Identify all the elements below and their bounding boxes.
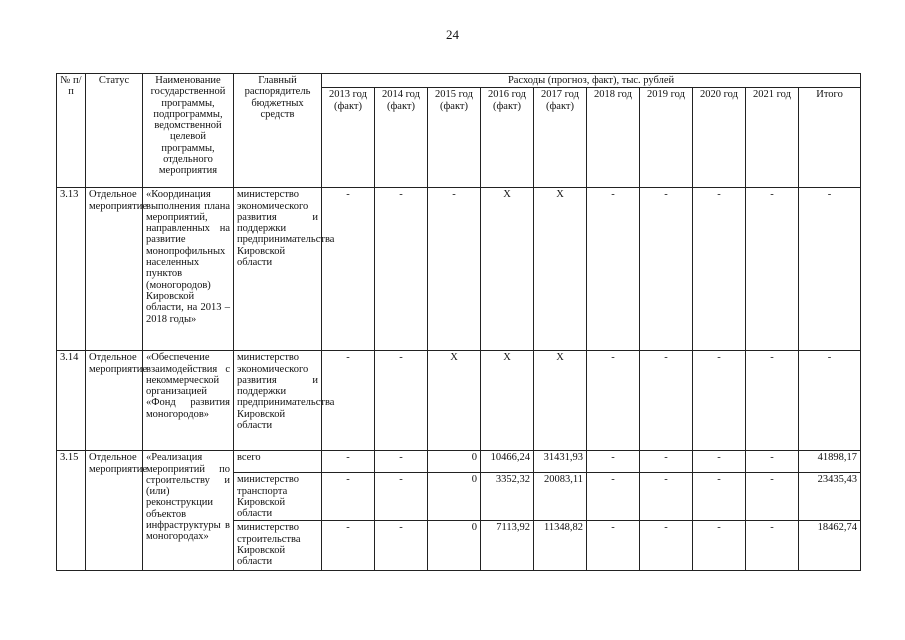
row-executor: министерство экономического развития и поддержки предпринимательства Кировской области (234, 351, 322, 451)
value-cell: 0 (428, 473, 481, 521)
value-cell: - (587, 521, 640, 571)
total-cell: - (799, 188, 861, 351)
value-cell: 10466,24 (481, 451, 534, 473)
header-no: № п/п (57, 74, 86, 188)
value-cell: - (693, 351, 746, 451)
header-year: 2015 год (факт) (428, 88, 481, 188)
value-cell: - (640, 473, 693, 521)
row-number: 3.15 (57, 451, 86, 571)
value-cell: - (693, 188, 746, 351)
value-cell: 7113,92 (481, 521, 534, 571)
value-cell: 31431,93 (534, 451, 587, 473)
value-cell: - (693, 473, 746, 521)
header-executor: Главный распорядитель бюджетных средств (234, 74, 322, 188)
total-cell: 41898,17 (799, 451, 861, 473)
value-cell: - (375, 188, 428, 351)
total-cell: - (799, 351, 861, 451)
value-cell: - (375, 521, 428, 571)
row-number: 3.13 (57, 188, 86, 351)
value-cell: - (587, 473, 640, 521)
row-status: Отдельное мероприятие (86, 451, 143, 571)
value-cell: - (746, 188, 799, 351)
header-year: 2017 год (факт) (534, 88, 587, 188)
total-cell: 23435,43 (799, 473, 861, 521)
value-cell: - (322, 351, 375, 451)
value-cell: - (322, 521, 375, 571)
row-executor: министерство строительства Кировской области (234, 521, 322, 571)
row-name: «Координация выполнения плана мероприятий, направленных на развитие монопрофильных населенных пунктов (моногородов) Кировской области, на 2013 – 2018 годы» (143, 188, 234, 351)
value-cell: - (322, 473, 375, 521)
table-row (57, 351, 861, 451)
row-status: Отдельное мероприятие (86, 188, 143, 351)
value-cell: - (746, 451, 799, 473)
value-cell: 11348,82 (534, 521, 587, 571)
header-year: 2016 год (факт) (481, 88, 534, 188)
budget-table (56, 73, 861, 571)
value-cell: X (534, 351, 587, 451)
table-row (57, 188, 861, 351)
header-row (57, 74, 861, 88)
value-cell: - (640, 521, 693, 571)
value-cell: - (322, 451, 375, 473)
value-cell: - (587, 351, 640, 451)
value-cell: - (746, 351, 799, 451)
value-cell: - (640, 351, 693, 451)
value-cell: - (746, 521, 799, 571)
value-cell: - (322, 188, 375, 351)
value-cell: X (481, 351, 534, 451)
header-expenses: Расходы (прогноз, факт), тыс. рублей (322, 74, 861, 88)
value-cell: 3352,32 (481, 473, 534, 521)
value-cell: X (534, 188, 587, 351)
header-status: Статус (86, 74, 143, 188)
header-year: 2020 год (693, 88, 746, 188)
value-cell: - (375, 351, 428, 451)
value-cell: - (640, 188, 693, 351)
value-cell: - (587, 451, 640, 473)
header-year: 2021 год (746, 88, 799, 188)
page-number: 24 (446, 27, 459, 42)
header-name: Наименование государственной программы, подпрограммы, ведомственной целевой программы, отдельного мероприятия (143, 74, 234, 188)
row-number: 3.14 (57, 351, 86, 451)
table-row (57, 451, 861, 473)
header-year: 2019 год (640, 88, 693, 188)
header-year: 2013 год (факт) (322, 88, 375, 188)
value-cell: - (587, 188, 640, 351)
value-cell: 0 (428, 451, 481, 473)
total-cell: 18462,74 (799, 521, 861, 571)
value-cell: X (428, 351, 481, 451)
value-cell: - (640, 451, 693, 473)
header-total: Итого (799, 88, 861, 188)
value-cell: 20083,11 (534, 473, 587, 521)
row-executor: министерство экономического развития и поддержки предпринимательства Кировской области (234, 188, 322, 351)
value-cell: - (693, 521, 746, 571)
row-name: «Реализация мероприятий по строительству и (или) реконструкции объектов инфраструктуры в моногородах» (143, 451, 234, 571)
row-executor: министерство транспорта Кировской области (234, 473, 322, 521)
row-name: «Обеспечение взаимодействия с некоммерческой организацией «Фонд развития моногородов» (143, 351, 234, 451)
value-cell: 0 (428, 521, 481, 571)
value-cell: - (375, 451, 428, 473)
value-cell: - (375, 473, 428, 521)
value-cell: - (428, 188, 481, 351)
row-executor: всего (234, 451, 322, 473)
row-status: Отдельное мероприятие (86, 351, 143, 451)
header-year: 2014 год (факт) (375, 88, 428, 188)
value-cell: X (481, 188, 534, 351)
value-cell: - (746, 473, 799, 521)
value-cell: - (693, 451, 746, 473)
header-year: 2018 год (587, 88, 640, 188)
